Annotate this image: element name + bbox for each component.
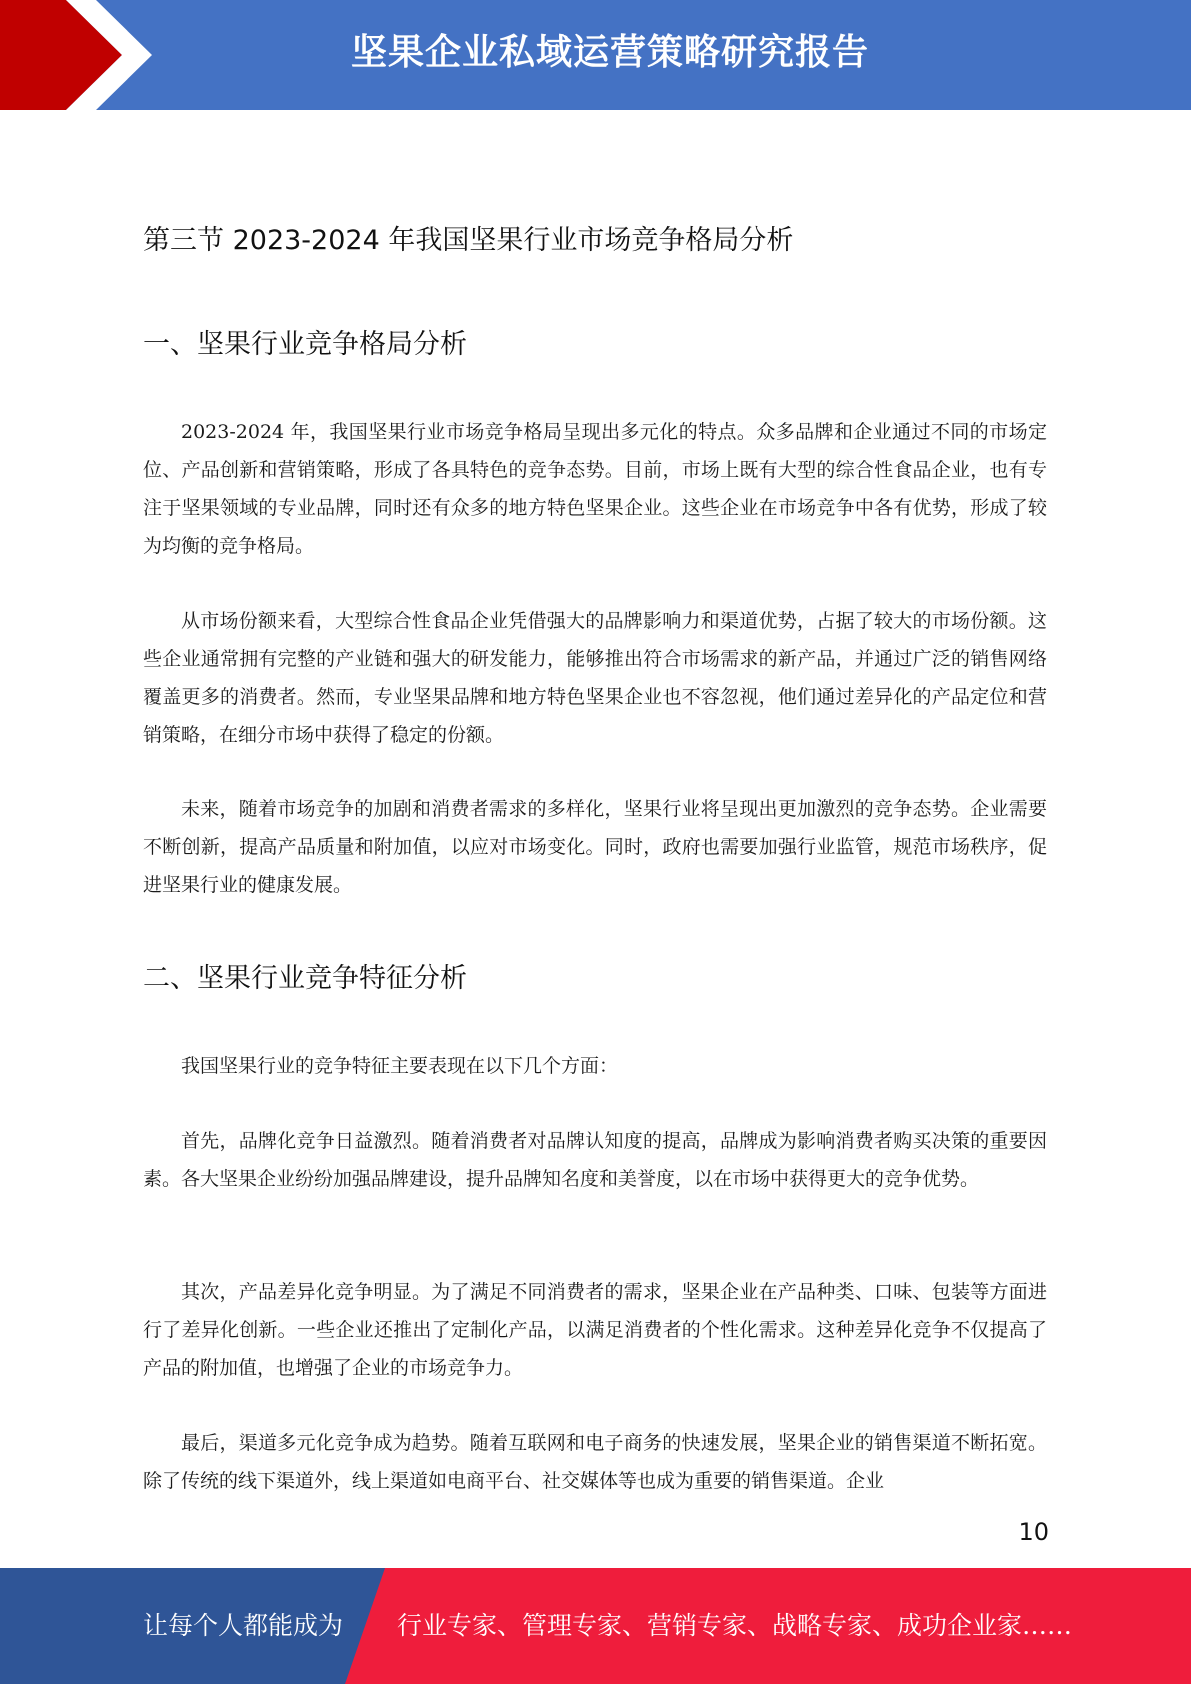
paragraph: 从市场份额来看，大型综合性食品企业凭借强大的品牌影响力和渠道优势，占据了较大的市场份额。这些企业通常拥有完整的产业链和强大的研发能力，能够推出符合市场需求的新产品，并通过广泛的销售网络覆盖更多的消费者。然而，专业坚果品牌和地方特色坚果企业也不容忽视，他们通过差异化的产品定位和营销策略，在细分市场中获得了稳定的份额。 [143, 610, 1047, 746]
paragraph: 2023-2024 年，我国坚果行业市场竞争格局呈现出多元化的特点。众多品牌和企业通过不同的市场定位、产品创新和营销策略，形成了各具特色的竞争态势。目前，市场上既有大型的综合性食品企业，也有专注于坚果领域的专业品牌，同时还有众多的地方特色坚果企业。这些企业在市场竞争中各有优势，形成了较为均衡的竞争格局。 [143, 421, 1047, 557]
paragraph: 未来，随着市场竞争的加剧和消费者需求的多样化，坚果行业将呈现出更加激烈的竞争态势。企业需要不断创新，提高产品质量和附加值，以应对市场变化。同时，政府也需要加强行业监管，规范市场秩序，促进坚果行业的健康发展。 [143, 798, 1047, 896]
footer-slogan-right: 行业专家、管理专家、营销专家、战略专家、成功企业家…… [397, 1611, 1073, 1640]
paragraph: 我国坚果行业的竞争特征主要表现在以下几个方面： [181, 1055, 619, 1077]
page-number: 10 [1018, 1518, 1049, 1546]
paragraph: 其次，产品差异化竞争明显。为了满足不同消费者的需求，坚果企业在产品种类、口味、包装等方面进行了差异化创新。一些企业还推出了定制化产品，以满足消费者的个性化需求。这种差异化竞争不仅提高了产品的附加值，也增强了企业的市场竞争力。 [143, 1281, 1047, 1379]
section-title: 第三节 2023-2024 年我国坚果行业市场竞争格局分析 [143, 225, 794, 256]
paragraph: 首先，品牌化竞争日益激烈。随着消费者对品牌认知度的提高，品牌成为影响消费者购买决策的重要因素。各大坚果企业纷纷加强品牌建设，提升品牌知名度和美誉度，以在市场中获得更大的竞争优势。 [143, 1130, 1047, 1190]
footer-slogan-left: 让每个人都能成为 [143, 1611, 344, 1640]
subsection-heading-2: 二、坚果行业竞争特征分析 [143, 963, 467, 994]
page-header [0, 0, 1191, 110]
paragraph: 最后，渠道多元化竞争成为趋势。随着互联网和电子商务的快速发展，坚果企业的销售渠道不断拓宽。除了传统的线下渠道外，线上渠道如电商平台、社交媒体等也成为重要的销售渠道。企业 [143, 1432, 1047, 1492]
subsection-heading-1: 一、坚果行业竞争格局分析 [143, 329, 467, 360]
report-title: 坚果企业私域运营策略研究报告 [350, 32, 869, 73]
page-footer [0, 1568, 1191, 1684]
